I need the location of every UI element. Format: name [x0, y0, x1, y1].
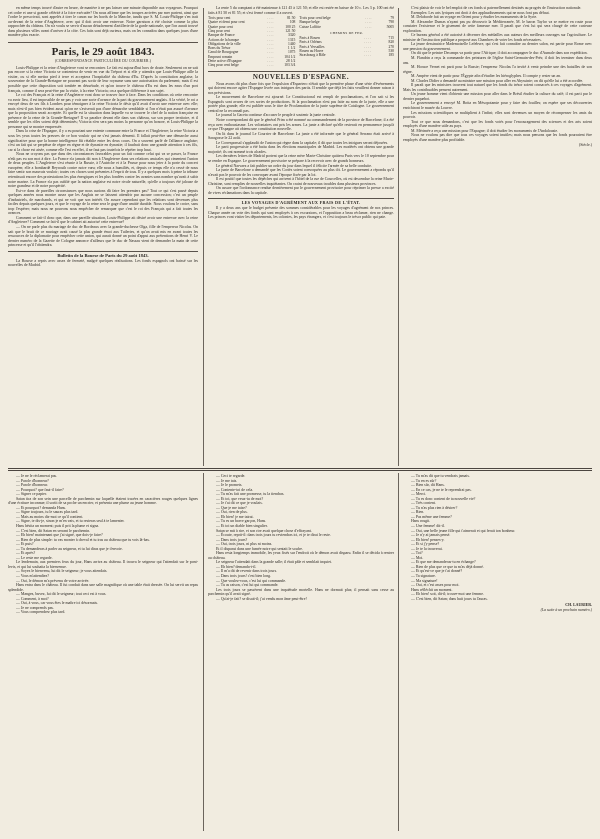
market-intro: La rente 5 du comptant a été maintenue à 121 45 à 121 50; et elle est restée en baisse de 10 c. Les 3 p. 100 ont été faits à 81 50 et 81 55; et s'est fermé comme il a ouvert.: [208, 6, 394, 15]
market-table-right: [299, 16, 394, 29]
feuilleton-paragraph: — C'est bien, dit Satan; dans huit jours tu l'auras.: [411, 596, 488, 601]
feuilleton-paragraph: — Que je me taise?: [216, 505, 247, 510]
article-paragraph: Dans la crise de l'Espagne, il y a eu pourtant une entente commune entre la France et l'Angleterre; la reine Victoria a sous les yeux toutes les preuves de ce bon vouloir qui ne s'est jamais démenti. Il fallait peut-être une démarche aussi significative pour que la bonne intelligence fût rétablie entre les deux cours. On a souvent parlé de l'alliance anglaise; c'est un fait qui se perpétue de règne en règne et de dynastie en dynastie; il faudrait donc une grande attention à ces fils, car si la chose est aisée, comme elle l'est en effet, il ne faut pas toutefois le répéter trop haut.: [8, 129, 198, 152]
leader-dots: . . . .: [266, 16, 274, 21]
feuilleton-paragraph: — Oui, le démon m'a prévenu de votre arrivée.: [16, 578, 90, 583]
feuilleton-paragraph: — Rien de plus que ce que tu m'as déjà donné.: [411, 564, 484, 569]
article-paragraph: — On ne parle plus du mariage de duc de Bordeaux avec la grande-duchesse Olga, fille de l'empereur Nicolas. On sait que le bruit de ce mariage avait causé la plus grande émoi aux Tuileries, et qu'on avait mis en avant toutes les ressources de la diplomatie pour empêcher cette union, qui aurait donné un point d'appui aux prétentions de Henri V. Le dernier numéro de la Gazette de Cologne annonce d'ailleurs que le duc de Nassau vient de demander la main de cette princesse et qu'il l'obtiendra.: [8, 224, 198, 248]
article-paragraph: Tout ce que nous demandons, c'est que les fonds votés pour l'encouragement des sciences et des arts soient employés d'une manière utile au pays.: [403, 119, 592, 129]
feuilleton-paragraph: — Pourquoi? que faut-il faire?: [16, 487, 64, 492]
feuilleton-paragraph: — Signe, te dis-je, sinon je m'en vais, et tu resteras seul à te lamenter.: [16, 519, 125, 524]
article-paragraph: On lit dans le journal Le Courrier de Barcelone: La junte a été informée que le général Serrano était arrivé à Saragosse le 22 août.: [208, 131, 394, 141]
feuilleton-paragraph: — Tu m'as fait une promesse, tu la tiendras.: [216, 492, 285, 497]
article-paragraph: Comment se fait-il donc que, dans une pareille situation, Louis-Philippe ait désiré avoir une entrevue avec la reine d'Angleterre? Comment se fait-il que le cabinet ait autorisé cette entrevue?: [8, 215, 198, 225]
feuilleton-paragraph: — Eh bien! maintenant que j'ai signé, que dois-je faire?: [16, 533, 103, 538]
article-paragraph: Nous ne voulons pas dire que tous ces voyages soient inutiles; mais nous pensons que les fonds pourraient être employés d'une manière plus profitable.: [403, 133, 592, 142]
article-paragraph: Exemples: Les arts lyriques ont droit à des applaudissements qui ne nous font pas défaut.: [411, 10, 550, 15]
leader-dots: . . . .: [364, 35, 371, 40]
feuilleton-right: [403, 474, 592, 830]
feuilleton-paragraph: — Soyez le bienvenu, lui dit le seigneur; je vous attendais.: [16, 569, 108, 574]
feuilleton-paragraph: — Vous comprendrez plus tard.: [16, 610, 66, 615]
feuilleton-paragraph: Hans rougit.: [411, 519, 431, 524]
feuilleton-paragraph: — C'est bien, dit Satan en serrant le parchemin.: [16, 528, 91, 533]
market-label: Obligations de la ville: [208, 41, 241, 46]
market-row: [299, 25, 394, 29]
market-value: 1075: [287, 50, 296, 55]
feuilleton-paragraph: — Qu'ai-je fait? se disait-il; j'ai vendu mon âme peut-être!: [216, 596, 307, 601]
feuilleton-paragraph: — Mais au moins dis-moi ce qu'il contient.: [16, 514, 84, 519]
market-label: Paris à Versailles: [299, 44, 325, 49]
market-value: 5005: [386, 24, 394, 29]
leader-dots: . . . .: [365, 24, 372, 29]
feuilleton-paragraph: — Eh bien! penses-y.: [411, 537, 445, 542]
middle-column: [208, 6, 394, 465]
market-label: Bons du Trésor: [208, 46, 231, 51]
leader-dots: . . . .: [266, 46, 274, 51]
feuilleton-paragraph: — Et pourquoi? demanda Hans.: [16, 505, 67, 510]
section-divider: [8, 42, 198, 43]
article-paragraph: Nous ne croyons pas que dans des circonstances favorables pour un fait comme celui qui va se passer, la France n'eût pas eu son mot à dire. La France n'a jamais dit non à l'Angleterre dans ses relations amicales qui cimentent l'union de deux peuples. L'Angleterre s'est réunie à la Russie, à l'Autriche et à la Prusse pour nous jeter à la porte du concert européen; elle a bombardé Beyrouth contre notre vœu; elle nous a humiliés, et, depuis ce temps elle n'a cessé de nous faire sentir son mauvais vouloir; toutes ces choses sont présentes à l'esprit de tous. Il y a quelques mois à peine la tribune retentissait encore des protestations les plus énergiques et les plus fondées contre les avanies sans nombre qu'avait à subir notre marine. La France n'a pas oublié que la nation anglaise est notre rivale naturelle, qu'elle a toujours été jalouse de notre grandeur et de notre prospérité.: [8, 152, 198, 189]
market-value: 3320: [287, 33, 296, 38]
market-value: 1 1/2: [287, 46, 296, 51]
market-value: 100 25: [285, 24, 296, 29]
feuilleton-paragraph: — Et si j'y pense?: [411, 542, 440, 547]
feuilleton-paragraph: Et il disparut dans une fumée noire qui sentait le soufre.: [216, 546, 303, 551]
feuilleton-paragraph: — Dans trois jours?: [216, 537, 248, 542]
article-paragraph: On assure que l'ordonnance rendue dernièrement par le gouvernement provisoire pour réprimer la presse a excité de vives réclamations dans la capitale.: [208, 186, 394, 195]
market-value: 820: [388, 40, 394, 45]
market-label: Rouen au Havre: [299, 48, 324, 53]
feuilleton-paragraph: — Tu en es sûr?: [411, 478, 437, 483]
feuilleton-paragraph: — Parole d'honneur.: [16, 483, 48, 488]
nouvelles-heading: NOUVELLES D'ESPAGNE.: [252, 72, 350, 81]
market-value: 1440: [287, 41, 296, 46]
market-table-rail: [299, 36, 394, 57]
market-label: Dette active d'Espagne: [208, 59, 242, 64]
market-value: 790: [388, 20, 394, 25]
feuilleton-paragraph: — Rien de plus simple: tu vas monter à cheval et tu iras au château que tu vois là-bas.: [16, 537, 150, 542]
article-paragraph: M. Mérimée a reçu une mission pour l'Espagne; il doit étudier les monuments de l'Andalousie.: [411, 128, 559, 133]
leader-dots: . . . .: [266, 33, 274, 38]
leader-dots: . . . .: [266, 24, 274, 29]
market-label: Quatre et demi pour cent: [208, 20, 245, 25]
feuilleton-paragraph: Hans réfléchit un moment.: [411, 587, 453, 592]
feuilleton-paragraph: — Oui, et c'est assez pour moi.: [411, 583, 460, 588]
leader-dots: . . . .: [364, 53, 371, 58]
article-paragraph: La jeune dessinatrice Mademoiselle Lefebvre, qui s'est fait connaître au dernier salon, est partie pour Rome avec une pension du gouvernement.: [403, 42, 592, 51]
market-label: Paris à Rouen: [299, 35, 320, 40]
feuilleton-paragraph: — Comment, à moi?: [16, 596, 49, 601]
feuilleton-paragraph: — Mangez, buvez, lui dit le seigneur; tout ceci est à vous.: [16, 592, 107, 597]
feuilleton-paragraph: Hans entra dans le château. Il fut conduit dans une salle magnifique où une table était dressée. On lui servit un repas splendide.: [8, 583, 198, 592]
feuilleton-paragraph: — Signer ce papier.: [16, 492, 47, 497]
feuilleton-paragraph: — Eh bien? demanda-t-il.: [216, 564, 257, 569]
column-rule: [203, 8, 204, 466]
market-table-right-wrap: [299, 16, 394, 68]
feuilleton-paragraph: — Que voulez-vous, c'est lui qui commande.: [216, 578, 287, 583]
feuilleton-rule: [8, 470, 592, 471]
feuilleton-paragraph: — Je te la trouverai.: [411, 546, 443, 551]
feuilleton-paragraph: — Oui, une belle jeune fille qui t'aimerait et qui ferait ton bonheur.: [411, 528, 516, 533]
article-paragraph: Ce bureau général a été autorisé à décerner des médailles aux auteurs des meilleurs ouvrages sur l'agriculture. Le ministre de l'instruction publique a proposé aux Chambres de voter les fonds nécessaires.: [403, 33, 592, 42]
feuilleton-signature: CH. LAURIER.: [565, 603, 592, 608]
feuilleton-paragraph: — Tu es un brave garçon, Hans.: [216, 519, 267, 524]
article-paragraph: M. Ampère vient de partir pour l'Égypte afin d'étudier les hiéroglyphes. Il compte y rester un an.: [411, 74, 561, 79]
article-paragraph: La junte de Barcelone a demandé que les Cortès soient convoquées au plus tôt. Le gouvernement a répondu qu'il n'avait pas le pouvoir de les convoquer avant l'époque fixée par la loi.: [208, 168, 394, 177]
feuilleton-paragraph: Les trois jours se passèrent dans une inquiétude mortelle. Hans ne dormait plus; il pensait sans cesse au parchemin qu'il avait signé.: [208, 587, 394, 597]
feuilleton-paragraph: — Moi.: [411, 555, 424, 560]
right-column: [403, 6, 592, 465]
feuilleton-paragraph: — Le reste me regarde.: [16, 555, 53, 560]
market-value: 530: [388, 48, 394, 53]
market-label: Banque de France: [208, 33, 235, 38]
feuilleton-paragraph: Hans hésita un moment; puis il prit la plume et signa.: [16, 524, 100, 529]
market-label: Quatre pour cent: [208, 24, 233, 29]
voyages-heading: LES VOYAGES D'AGRÉMENT AUX FRAIS DE L'ÉTAT.: [241, 200, 361, 206]
market-label: Cinq pour cent belge: [208, 63, 239, 68]
market-value: 79: [390, 16, 394, 21]
market-value: 81 50: [287, 16, 296, 21]
article-paragraph: On dit que le peintre Decamps va partir pour l'Afrique; il doit accompagner le duc d'Aumale dans son expédition.: [411, 51, 588, 56]
feuilleton-paragraph: Hans resta longtemps immobile, les yeux fixés sur l'endroit où le démon avait disparu. Enfin il se décida à rentrer au château.: [208, 551, 394, 560]
market-label: Actions de la banque: [208, 37, 240, 42]
feuilleton-paragraph: — Tu n'as plus rien à désirer?: [411, 505, 458, 510]
leader-dots: . . . .: [364, 40, 371, 45]
market-value: 185: [388, 53, 394, 58]
article-paragraph: M. Alexandre Dumas n'ayant pas pu découvrir la Méditerranée, M. le baron Taylor va se mettre en route pour constater l'existence et le gisement de cette fameuse mer. Il paraît que c'est lui qui sera chargé de cette curieuse exploration.: [403, 19, 592, 33]
article-paragraph: Est-ce dans de pareilles circonstances que nous aurions dû faire les premiers pas? Tout ce qui s'est passé depuis quelques années nous montre assez que les Anglais ne se laissent attendrir par aucune concession; c'est un peuple d'industriels, de marchands, et qui ne voit que son intérêt. On assure cependant que les relations sont devenues plus faciles depuis quelques jours, et que le voyage de la reine sera le gage d'une amitié durable. Nous voulons le croire, sans trop l'espérer; mais nous ne pouvons nous empêcher de remarquer que c'est le roi des Français qui a fait toutes les avances.: [8, 188, 198, 216]
market-label: Caisse Laffitte: [299, 24, 321, 29]
feuilleton-paragraph: — Contente-toi de cela.: [216, 487, 254, 492]
article-paragraph: Les dernières lettres de Madrid portent que la reine mère Marie-Christine quittera Paris vers le 10 septembre pour se rendre en Espagne. Le gouvernement provisoire se prépare à la recevoir avec de grands honneurs.: [208, 154, 394, 163]
feuilleton-paragraph: — Écoute, reprit-il: dans trois jours tu reviendras ici, et je te dirai le reste.: [216, 533, 331, 538]
market-row: [299, 53, 394, 57]
feuilleton-paragraph: Le seigneur l'attendait dans la grande salle; il était pâle et semblait inquiet.: [216, 560, 332, 565]
feuilleton-paragraph: Satan se mit à rire, et son rire avait quelque chose d'effrayant.: [216, 528, 312, 533]
middle-article: [208, 82, 394, 196]
article-paragraph: M. Horace Vernet est parti pour la Russie; l'empereur Nicolas l'a invité à venir peindre une des batailles de son règne.: [403, 65, 592, 74]
market-value: 121 50: [285, 28, 296, 33]
leader-dots: . . . .: [266, 54, 274, 59]
article-paragraph: Le mouvement de Barcelone est ajourné. Le Constitucional est rempli de proclamations, et l'on sait si les Espagnols sont avares de ces sortes de productions. Si la proclamation n'est pas faite au nom de la junte, elle a une portée plus grande; elle est publiée sous le titre de Proclamation de la junte suprême de Catalogne. Le gouvernement central ne la reconnaît pas.: [208, 95, 394, 113]
article-paragraph: Un jeune homme vient d'obtenir une mission pour aller dans le Brésil étudier la culture du café; il est parti par le dernier paquebot.: [403, 92, 592, 101]
leader-dots: . . . .: [266, 63, 274, 68]
article-paragraph: C'est plaisir de voir le bel emploi de ces fonds si paternellement destinés au progrès de l'instruction nationale.: [411, 6, 582, 10]
feuilleton-note: (La suite à un prochain numéro.): [540, 607, 592, 612]
column-rule: [398, 473, 399, 831]
feuilleton-paragraph: — Et toi un diable bien singulier.: [216, 524, 268, 529]
left-article: [8, 66, 198, 248]
feuilleton-paragraph: — Très content.: [411, 501, 436, 506]
feuilleton-paragraph: — Et que me demanderas-tu en échange?: [411, 560, 476, 565]
market-label: Cinq pour cent: [208, 28, 230, 33]
leader-dots: . . . .: [266, 50, 274, 55]
feuilleton-paragraph: — Oui, à vous, car vous êtes le maître ici désormais.: [16, 601, 99, 606]
market-value: 103 3/4: [284, 63, 296, 68]
feuilleton-paragraph: — Et puis?: [16, 542, 34, 547]
leader-dots: . . . .: [365, 16, 372, 21]
market-table-left: [208, 16, 295, 68]
column-rule: [203, 473, 204, 831]
feuilleton-paragraph: — Tu as raison, c'est lui qui commande.: [216, 583, 279, 588]
feuilleton-paragraph: — Toi?: [411, 551, 423, 556]
feuilleton-paragraph: — Je me tais.: [216, 478, 238, 483]
chemins-heading: CHEMINS DE FER.: [330, 30, 364, 35]
feuilleton-paragraph: — Dans trois jours! c'est bien long.: [216, 574, 272, 579]
article-paragraph: Il est positif que toutes les dépêches qui arrivent à l'hôtel de la rue de Courcelles, où est descendue la reine Marie-Christine, sont remplies de nouvelles inquiétantes. On craint de nouveaux troubles dans plusieurs provinces.: [208, 177, 394, 186]
leader-dots: . . . .: [266, 28, 274, 33]
article-paragraph: Le roi des Français et la reine d'Angleterre vont donc se trouver face à face. Dans les conditions où cette rencontre va avoir lieu, il est impossible de ne pas y voir une sorte d'avance de la part du gouvernement anglais. A la vérité, le roi a envoyé deux de ses fils à Londres pour témoigner à la reine Victoria le désir qu'il avait d'avoir une entrevue avec elle; mais n'est-il pas bien évident aussi qu'on ne s'aviserait pas d'une démarche semblable si l'on n'était pas assuré d'avance que la proposition serait acceptée. Et quelle est la situation dans laquelle va se trouver le chef de la nation française en présence de la reine de la Grande-Bretagne? Il va paraître devant elle dans son château, sur son propre territoire, et il semble que les rôles soient déjà déterminés; Victoria n'en sera pas moins la personne qu'on honore, et Louis-Philippe la personne qui se montre empressée.: [8, 93, 198, 129]
feuilleton-paragraph: — Je t'ai dit ce que je voulais.: [216, 501, 263, 506]
market-label: Banque belge: [299, 20, 320, 25]
feuilleton-rule: [8, 468, 592, 469]
feuilleton-paragraph: — Tu es donc content de ta nouvelle vie?: [411, 496, 476, 501]
market-label: Paris à Orléans: [299, 40, 322, 45]
feuilleton-paragraph: — Et qu'est-ce que je t'ai donné?: [411, 569, 463, 574]
leader-dots: . . . .: [266, 59, 274, 64]
market-label: Canal de Bourgogne: [208, 50, 239, 55]
left-column: [8, 6, 198, 465]
article-paragraph: Il paraît que les ministres trouvent tout naturel que les fonds du trésor soient consacrés à ces voyages d'agrément. Mais les contribuables pensent autrement.: [403, 83, 592, 92]
market-value: 270: [388, 44, 394, 49]
leader-dots: . . . .: [364, 48, 371, 53]
opening-paragraph: en même temps trouvé d'autre en heure, de manière à ne pas laisser une minute disponible aux voyageurs. Pourquoi cet ordre et une si grande célérité à la foire exécutée? On nous affirme que les troupes arrivées par mer partent, ainsi que l'ordre le prescrivait, sont appelés à tirer le canon sur les bords de la Manche, tandis que S. M. Louis-Philippe s'en irait au-devant de la reine d'Angleterre, avec qui il doit avoir une entrevue. Notre garnison a été choisie comme la plus rapprochée du château. On n'a voulu se servir d'aucun détachement d'artillerie de la garde nationale, que l'on aurait trouvé dans plusieurs villes avant d'arriver à la côte. Ces faits sont déjà curieux, mais on les connaîtra dans quelques jours d'une manière plus exacte.: [8, 6, 198, 38]
market-value: 715: [388, 35, 394, 40]
article-paragraph: Le général Narvaez a fait publier un ordre du jour dans lequel il félicite l'armée de sa belle conduite.: [216, 163, 372, 168]
bourse-heading: Bulletin de la Bourse de Paris du 29 août 1843.: [57, 252, 149, 258]
voyages-text: Il y a deux ans que le budget présente des sommes considérables pour les voyages d'agrément de nos princes. Chaque année on vote des fonds qui sont employés à ces excursions, et l'opposition a beau réclamer, rien ne change. Les princes vont visiter les départements, les colonies, les pays étrangers, et c'est toujours le trésor public qui paie.: [208, 206, 394, 220]
feuilleton-paragraph: — En ce cas, je ne te le reprendrai pas.: [411, 487, 472, 492]
market-label: Strasbourg à Bâle: [299, 53, 326, 58]
feuilleton-paragraph: Le lendemain, aux premiers feux du jour, Hans arriva au château. Il trouva le seigneur qui l'attendait sur le pont-levis, et qui lui souhaita la bienvenue.: [8, 560, 198, 569]
article-paragraph: Le parti progressiste a été battu dans les élections municipales de Madrid. Les modérés ont obtenu une grande majorité; ils ont nommé trois alcades.: [208, 145, 394, 154]
market-tables: [208, 16, 394, 68]
market-label: Trois pour cent: [208, 16, 231, 21]
feuilleton-paragraph: Satan tira de son sein une parcelle de parchemin sur laquelle étaient tracées en caractères rouges quelques lignes d'une écriture inconnue; il sortit de sa poche un encrier, et présenta une plume au jeune homme.: [8, 496, 198, 506]
leader-dots: . . . .: [365, 20, 372, 25]
feuilleton-paragraph: — Ma signature!: [411, 578, 438, 583]
leader-dots: . . . .: [266, 20, 274, 25]
feuilleton-paragraph: — Eh bien! soit, dit-il; trouve-moi une femme.: [411, 592, 484, 597]
market-label: Emprunt romain: [208, 54, 233, 59]
bourse-text: La Bourse a repris avec assez de fermeté, malgré quelques réalisations. Les fonds espagnols ont baissé sur les nouvelles de Madrid.: [8, 258, 198, 268]
feuilleton-paragraph: — Bien sûr, dit Hans.: [411, 483, 445, 488]
right-signature: (Siècle.): [578, 143, 592, 148]
article-paragraph: Nous avons dit plus d'une fois que l'expulsion d'Espartero n'était que la première phase d'une série d'événements qui doivent encore agiter l'Espagne livrée aux intrigues des partis. Il semble que déjà les faits veuillent donner raison à nos prévisions.: [208, 81, 394, 95]
article-paragraph: Le journal la Gaceta continue d'accuser le peuple à soutenir la junte centrale.: [216, 113, 336, 118]
feuilleton-paragraph: — Je n'y ai jamais pensé.: [411, 533, 451, 538]
article-paragraph: Les missions scientifiques se multiplient à l'infini; elles sont devenues un moyen de récompenser les amis du pouvoir.: [403, 110, 592, 120]
feuilleton-middle: [208, 474, 394, 830]
feuilleton-left: [8, 474, 198, 830]
article-paragraph: Le gouvernement a envoyé M. Botta en Mésopotamie pour y faire des fouilles; on espère que ses découvertes enrichiront le musée du Louvre.: [403, 101, 592, 111]
article-paragraph: Le Corresponsal s'applaudit de l'union qui règne dans la capitale; il dit que toutes les intrigues seront déjouées.: [216, 140, 389, 145]
feuilleton-paragraph: — Merci.: [411, 492, 427, 497]
feuilleton-paragraph: — Une femme! dit-il.: [411, 524, 445, 529]
article-paragraph: Notre correspondant dit que le général Prim a été nommé au commandement de la province de Barcelone; il a été reçu avec enthousiasme. Les volontaires ont pris les armes. La junte a déclaré qu'elle resterait en permanence jusqu'à ce que l'Espagne ait obtenu une constitution nouvelle.: [208, 118, 394, 132]
feuilleton-paragraph: — Tu demanderas à parler au seigneur, et tu lui diras que je t'envoie.: [16, 546, 123, 551]
market-value: 28 1/2: [286, 59, 296, 64]
article-paragraph: M. Delaborde fait un voyage en Orient pour y étudier les monuments de la Syrie.: [411, 15, 538, 20]
column-rule: [398, 8, 399, 466]
market-label: Trois pour cent belge: [299, 16, 331, 21]
feuilleton-paragraph: — Eh bien! je me tairai.: [216, 514, 254, 519]
feuilleton-paragraph: — Ta signature.: [411, 574, 436, 579]
feuilleton-paragraph: — Parole d'honneur?: [16, 478, 49, 483]
feuilleton-paragraph: — Rien.: [411, 510, 425, 515]
market-row: [208, 63, 295, 67]
market-value: 108: [289, 20, 296, 25]
feuilleton-paragraph: — Et toi, que veux-tu de moi?: [216, 496, 264, 501]
feuilleton-paragraph: — Vous m'attendiez?: [16, 574, 49, 579]
feuilleton-paragraph: — Et après?: [16, 551, 36, 556]
feuilleton-paragraph: — Oui, trois jours, ni plus ni moins.: [216, 542, 273, 547]
feuilleton-paragraph: — Il m'a dit de revenir dans trois jours.: [216, 569, 278, 574]
feuilleton-paragraph: — Signe toujours, tu le sauras plus tard.: [16, 510, 79, 515]
right-article: [403, 6, 592, 142]
dateline-subheading: (CORRESPONDANCE PARTICULIÈRE DU COURRIER.): [54, 58, 152, 63]
leader-dots: . . . .: [266, 37, 274, 42]
article-paragraph: Louis-Philippe et la reine d'Angleterre vont se rencontrer. Le fait est aujourd'hui hors de doute. Seulement on ne sait pas encore si la reine Victoria se contentera de venir en vue du Tréport et si elle y attendra que Louis-Philippe aille la visiter, ou si elle mettra pied à terre et acceptera l'hospitalité du château d'Eu. D'après la constitution anglaise, la souveraine de la Grande-Bretagne ne pouvant pas sortir de leur royaume sans une autorisation du parlement; mais il est possible que cette disposition soit tombée en désuétude, et qu'on trouve le château d'Eu est dans les eaux d'un port français, comme il sera peut-être par la visite, à la reine Victoria; on a quelque différence à son sujet.: [8, 65, 198, 93]
feuilleton-paragraph: — Je ne le réclamerai pas.: [16, 474, 58, 478]
article-paragraph: M. Flandrin a reçu la commande des peintures de l'église Saint-Germain-des-Prés; il doit les terminer dans deux ans.: [403, 56, 592, 65]
dateline-heading: Paris, le 29 août 1843.: [51, 45, 155, 58]
article-paragraph: M. Charles Didier a demandé au ministre une mission pour aller en Abyssinie; on dit qu'elle lui a été accordée.: [411, 78, 584, 83]
market-value: 1315: [287, 37, 296, 42]
feuilleton-paragraph: — Je ne comprends pas.: [16, 605, 54, 610]
feuilleton-paragraph: — Pas même une femme?: [411, 514, 452, 519]
feuilleton-paragraph: — Oui, rien de plus.: [216, 510, 248, 515]
feuilleton-paragraph: — Ceci te regarde.: [216, 474, 246, 478]
leader-dots: . . . .: [266, 41, 274, 46]
feuilleton-paragraph: — Je le promets.: [216, 483, 243, 488]
leader-dots: . . . .: [364, 44, 371, 49]
feuilleton-paragraph: — Tu m'as dit que tu vendrais jamais.: [411, 474, 470, 478]
market-value: 104 1/2: [284, 54, 296, 59]
